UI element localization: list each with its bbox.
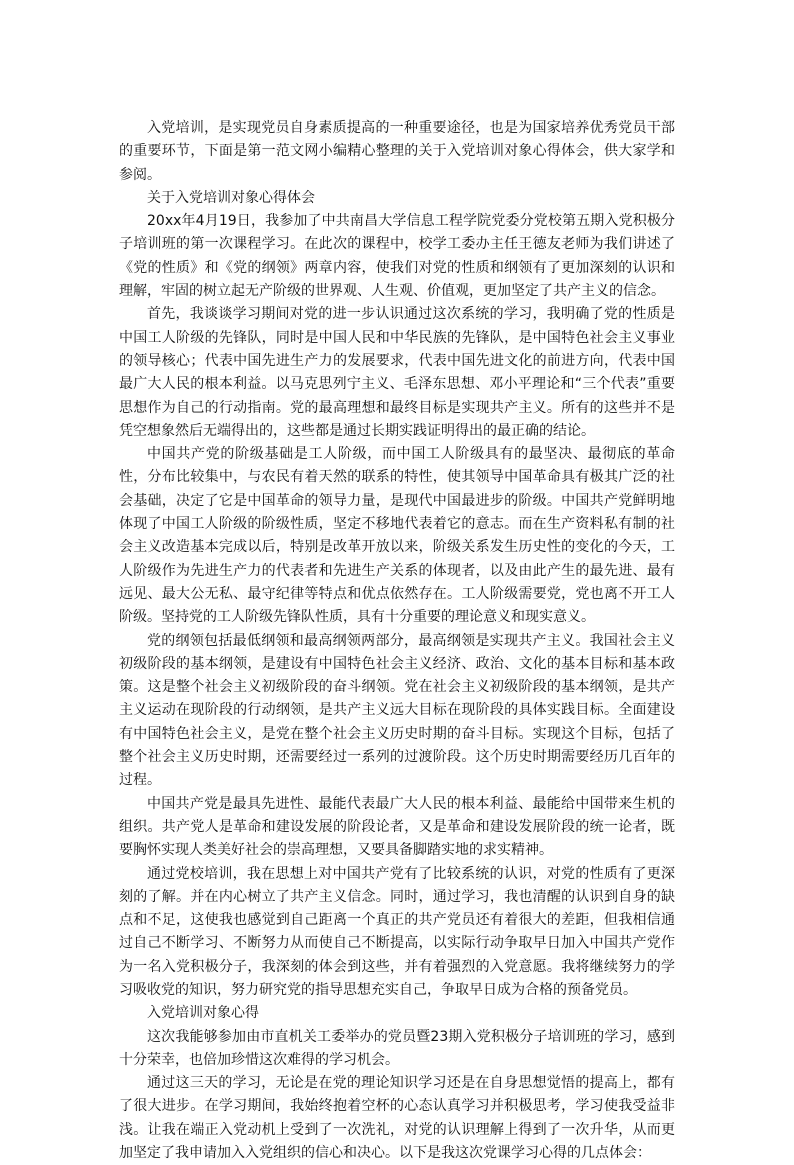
body-paragraph: 通过党校培训，我在思想上对中国共产党有了比较系统的认识，对党的性质有了更深刻的了解。并在内心树立了共产主义信念。同时，通过学习，我也清醒的认识到自身的缺点和不足，这使我也感觉到自己距离一个真正的共产党员还有着很大的差距，但我相信通过自己不断学习、不断努力从而使自己不断提高，以实际行动争取早日加入中国共产党作为一名入党积极分子，我深刻的体会到这些，并有着强烈的入党意愿。我将继续努力的学习吸收党的知识，努力研究党的指导思想充实自己，争取早日成为合格的预备党员。 — [119, 865, 675, 998]
body-paragraph: 中国共产党的阶级基础是工人阶级，而中国工人阶级具有的最坚决、最彻底的革命性，分布比较集中，与农民有着天然的联系的特性，使其领导中国革命具有极其广泛的社会基础，决定了它是中国革命的领导力量，是现代中国最进步的阶级。中国共产党鲜明地体现了中国工人阶级的阶级性质，坚定不移地代表着它的意志。而在生产资料私有制的社会主义改造基本完成以后，特别是改革开放以来，阶级关系发生历史性的变化的今天，工人阶级作为先进生产力的代表者和先进生产关系的体现者，以及由此产生的最先进、最有远见、最大公无私、最守纪律等特点和优点依然存在。工人阶级需要党，党也离不开工人阶级。坚持党的工人阶级先锋队性质，具有十分重要的理论意义和现实意义。 — [119, 446, 675, 626]
intro-paragraph: 入党培训，是实现党员自身素质提高的一种重要途径，也是为国家培养优秀党员干部的重要环节，下面是第一范文网小编精心整理的关于入党培训对象心得体会，供大家学和参阅。 — [119, 120, 675, 183]
document-page — [119, 117, 675, 1165]
body-paragraph: 这次我能够参加由市直机关工委举办的党员暨23期入党积极分子培训班的学习，感到十分荣幸，也倍加珍惜这次难得的学习机会。 — [119, 1028, 675, 1068]
body-paragraph: 中国共产党是最具先进性、最能代表最广大人民的根本利益、最能给中国带来生机的组织。共产党人是革命和建设发展的阶段论者，又是革命和建设发展阶段的统一论者，既要胸怀实现人类美好社会的崇高理想，又要具备脚踏实地的求实精神。 — [119, 795, 675, 859]
body-paragraph: 20xx年4月19日，我参加了中共南昌大学信息工程学院党委分党校第五期入党积极分子培训班的第一次课程学习。在此次的课程中，校学工委办主任王德友老师为我们讲述了《党的性质》和《党的纲领》两章内容，使我们对党的性质和纲领有了更加深刻的认识和理解，牢固的树立起无产阶级的世界观、人生观、价值观，更加坚定了共产主义的信念。 — [119, 213, 675, 300]
body-paragraph: 党的纲领包括最低纲领和最高纲领两部分，最高纲领是实现共产主义。我国社会主义初级阶段的基本纲领，是建设有中国特色社会主义经济、政治、文化的基本目标和基本政策。这是整个社会主义初级阶段的奋斗纲领。党在社会主义初级阶段的基本纲领，是共产主义运动在现阶段的行动纲领，是共产主义远大目标在现阶段的具体实践目标。全面建设有中国特色社会主义，是党在整个社会主义历史时期的奋斗目标。实现这个目标，包括了整个社会主义历史时期，还需要经过一系列的过渡阶段。这个历史时期需要经历几百年的过程。 — [119, 632, 675, 789]
section-title-2: 入党培训对象心得 — [147, 1005, 259, 1022]
body-paragraph: 首先，我谈谈学习期间对党的进一步认识通过这次系统的学习，我明确了党的性质是中国工人阶级的先锋队，同时是中国人民和中华民族的先锋队，是中国特色社会主义事业的领导核心；代表中国先进生产力的发展要求，代表中国先进文化的前进方向，代表中国最广大人民的根本利益。以马克思列宁主义、毛泽东思想、邓小平理论和“三个代表”重要思想作为自己的行动指南。党的最高理想和最终目标是实现共产主义。所有的这些并不是凭空想象然后无端得出的，这些都是通过长期实践证明得出的最正确的结论。 — [119, 306, 675, 439]
body-paragraph: 通过这三天的学习，无论是在党的理论知识学习还是在自身思想觉悟的提高上，都有了很大进步。在学习期间，我始终抱着空杯的心态认真学习并积极思考，学习使我受益非浅。让我在端正入党动机上受到了一次洗礼，对党的认识理解上得到了一次升华，从而更加坚定了我申请加入入党组织的信心和决心。以下是我这次党课学习心得的几点体会： — [119, 1075, 675, 1162]
section-title-1: 关于入党培训对象心得体会 — [147, 189, 315, 206]
